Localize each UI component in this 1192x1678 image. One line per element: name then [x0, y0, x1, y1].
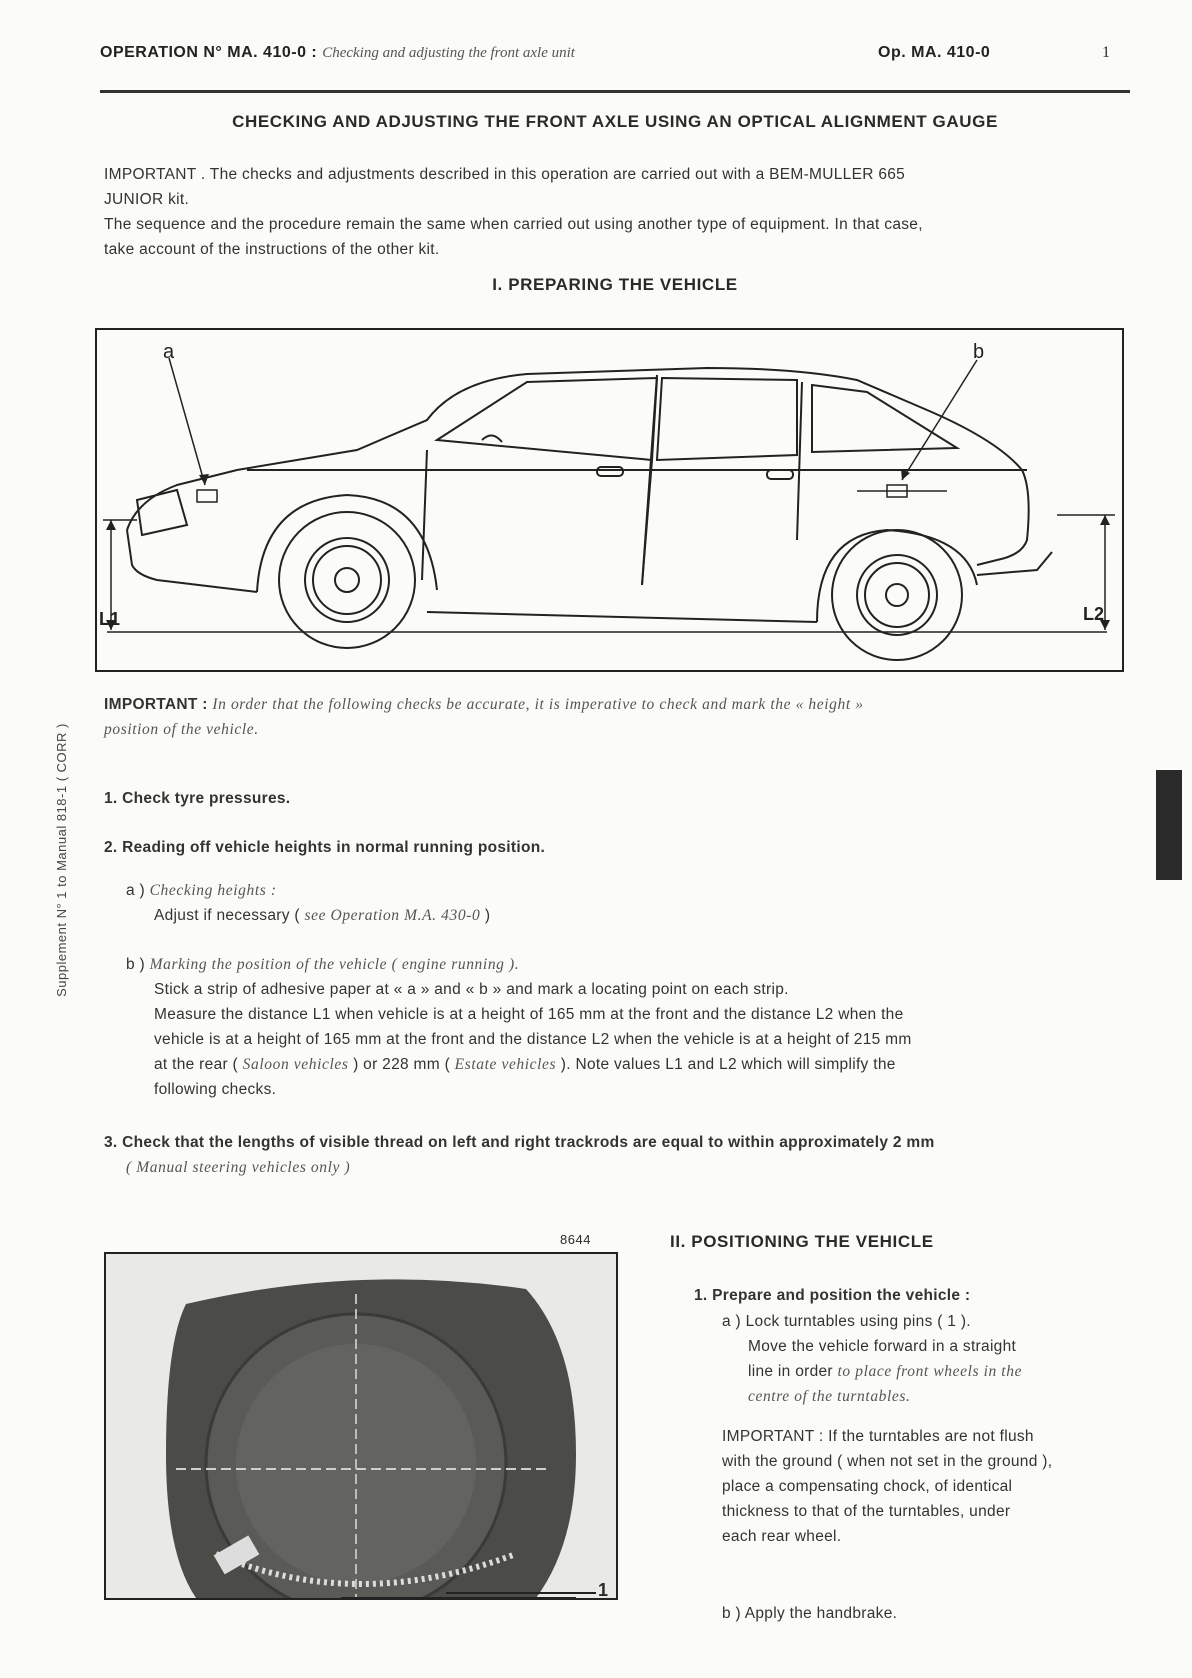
important-line: place a compensating chock, of identical	[722, 1478, 1013, 1495]
step-a-line: Move the vehicle forward in a straight	[748, 1338, 1017, 1355]
step-3: 3. Check that the lengths of visible thread on left and right trackrods are equal to within approximately 2 mm	[104, 1134, 935, 1151]
label-l2: L2	[1083, 604, 1105, 624]
important-line: with the ground ( when not set in the ground ),	[722, 1453, 1053, 1470]
operation-label: OPERATION N° MA. 410-0 :	[100, 44, 318, 61]
step-2a-title: Checking heights :	[149, 882, 277, 899]
important-line: each rear wheel.	[722, 1528, 842, 1545]
step-a-line: Lock turntables using pins ( 1 ).	[745, 1313, 971, 1330]
important-text: In order that the following checks be accurate, it is imperative to check and mark the « height »	[212, 696, 864, 713]
turntable-photo	[104, 1252, 618, 1600]
intro-line: The sequence and the procedure remain the same when carried out using another type of equipment. In that case,	[104, 216, 923, 233]
step-3-note: ( Manual steering vehicles only )	[126, 1159, 351, 1176]
step-2b-line: vehicle is at a height of 165 mm at the front and the distance L2 when the vehicle is at a height of 215 mm	[154, 1031, 912, 1048]
step-2a-ref: see Operation M.A. 430-0	[304, 907, 481, 924]
estate-vehicles: Estate vehicles	[454, 1056, 557, 1073]
page-number: 1	[1102, 44, 1110, 61]
label-a: a	[163, 341, 175, 363]
intro-line: take account of the instructions of the other kit.	[104, 241, 440, 258]
important-note	[104, 692, 1134, 742]
step-2b-line: ). Note values L1 and L2 which will simplify the	[560, 1056, 896, 1073]
section-2-step-a	[722, 1309, 1142, 1409]
intro-line: JUNIOR kit.	[104, 191, 190, 208]
turntable-illustration	[106, 1254, 616, 1598]
step-2b-label: b )	[126, 956, 145, 973]
step-2b-line: ) or 228 mm (	[353, 1056, 451, 1073]
section-2-heading: II. POSITIONING THE VEHICLE	[670, 1232, 934, 1251]
vehicle-height-figure	[95, 328, 1124, 672]
intro-paragraph	[104, 162, 1134, 262]
saloon-vehicles: Saloon vehicles	[242, 1056, 349, 1073]
label-l1: L1	[99, 609, 121, 629]
callout-line	[446, 1592, 596, 1594]
step-2a-text: Adjust if necessary (	[154, 907, 300, 924]
car-side-illustration	[97, 330, 1122, 670]
step-2b-line: Stick a strip of adhesive paper at « a » and « b » and mark a locating point on each strip.	[154, 981, 789, 998]
step-2a-label: a )	[126, 882, 145, 899]
callout-1: 1	[598, 1580, 609, 1600]
operation-header	[100, 44, 575, 62]
page-title: CHECKING AND ADJUSTING THE FRONT AXLE USING AN OPTICAL ALIGNMENT GAUGE	[232, 112, 998, 131]
step-2b-line: Measure the distance L1 when vehicle is at a height of 165 mm at the front and the distance L2 when the	[154, 1006, 904, 1023]
important-label: IMPORTANT :	[104, 696, 208, 713]
step-2a	[126, 878, 1126, 928]
op-reference: Op. MA. 410-0	[878, 44, 991, 61]
section-2-important	[722, 1424, 1142, 1549]
step-a-line: line in order	[748, 1363, 833, 1380]
step-2a-close: )	[484, 907, 491, 924]
label-b: b	[973, 341, 985, 363]
operation-subtitle: Checking and adjusting the front axle unit	[322, 45, 575, 61]
step-2b-title: Marking the position of the vehicle ( engine running ).	[149, 956, 520, 973]
intro-line: IMPORTANT . The checks and adjustments described in this operation are carried out with a BEM-MULLER 665	[104, 166, 906, 183]
section-1-heading: I. PREPARING THE VEHICLE	[492, 275, 738, 294]
margin-note	[50, 690, 76, 1030]
step-2b	[126, 952, 1136, 1102]
important-line: thickness to that of the turntables, under	[722, 1503, 1011, 1520]
step-2b-line: following checks.	[154, 1081, 277, 1098]
step-a-line-italic: to place front wheels in the	[837, 1363, 1023, 1380]
important-text-2: position of the vehicle.	[104, 721, 259, 738]
thumb-index-tab	[1156, 770, 1182, 880]
step-a-label: a )	[722, 1313, 741, 1330]
section-2-step-1: 1. Prepare and position the vehicle :	[694, 1287, 971, 1304]
important-line: IMPORTANT : If the turntables are not flush	[722, 1428, 1034, 1445]
step-2: 2. Reading off vehicle heights in normal running position.	[104, 839, 546, 856]
margin-note-text: Supplement N° 1 to Manual 818-1 ( CORR )	[54, 723, 69, 997]
header-rule	[100, 90, 1130, 93]
step-2b-line: at the rear (	[154, 1056, 239, 1073]
section-2-step-b: b ) Apply the handbrake.	[722, 1605, 898, 1622]
step-1: 1. Check tyre pressures.	[104, 790, 291, 807]
photo-number: 8644	[560, 1232, 591, 1247]
step-a-line-italic: centre of the turntables.	[748, 1388, 911, 1405]
